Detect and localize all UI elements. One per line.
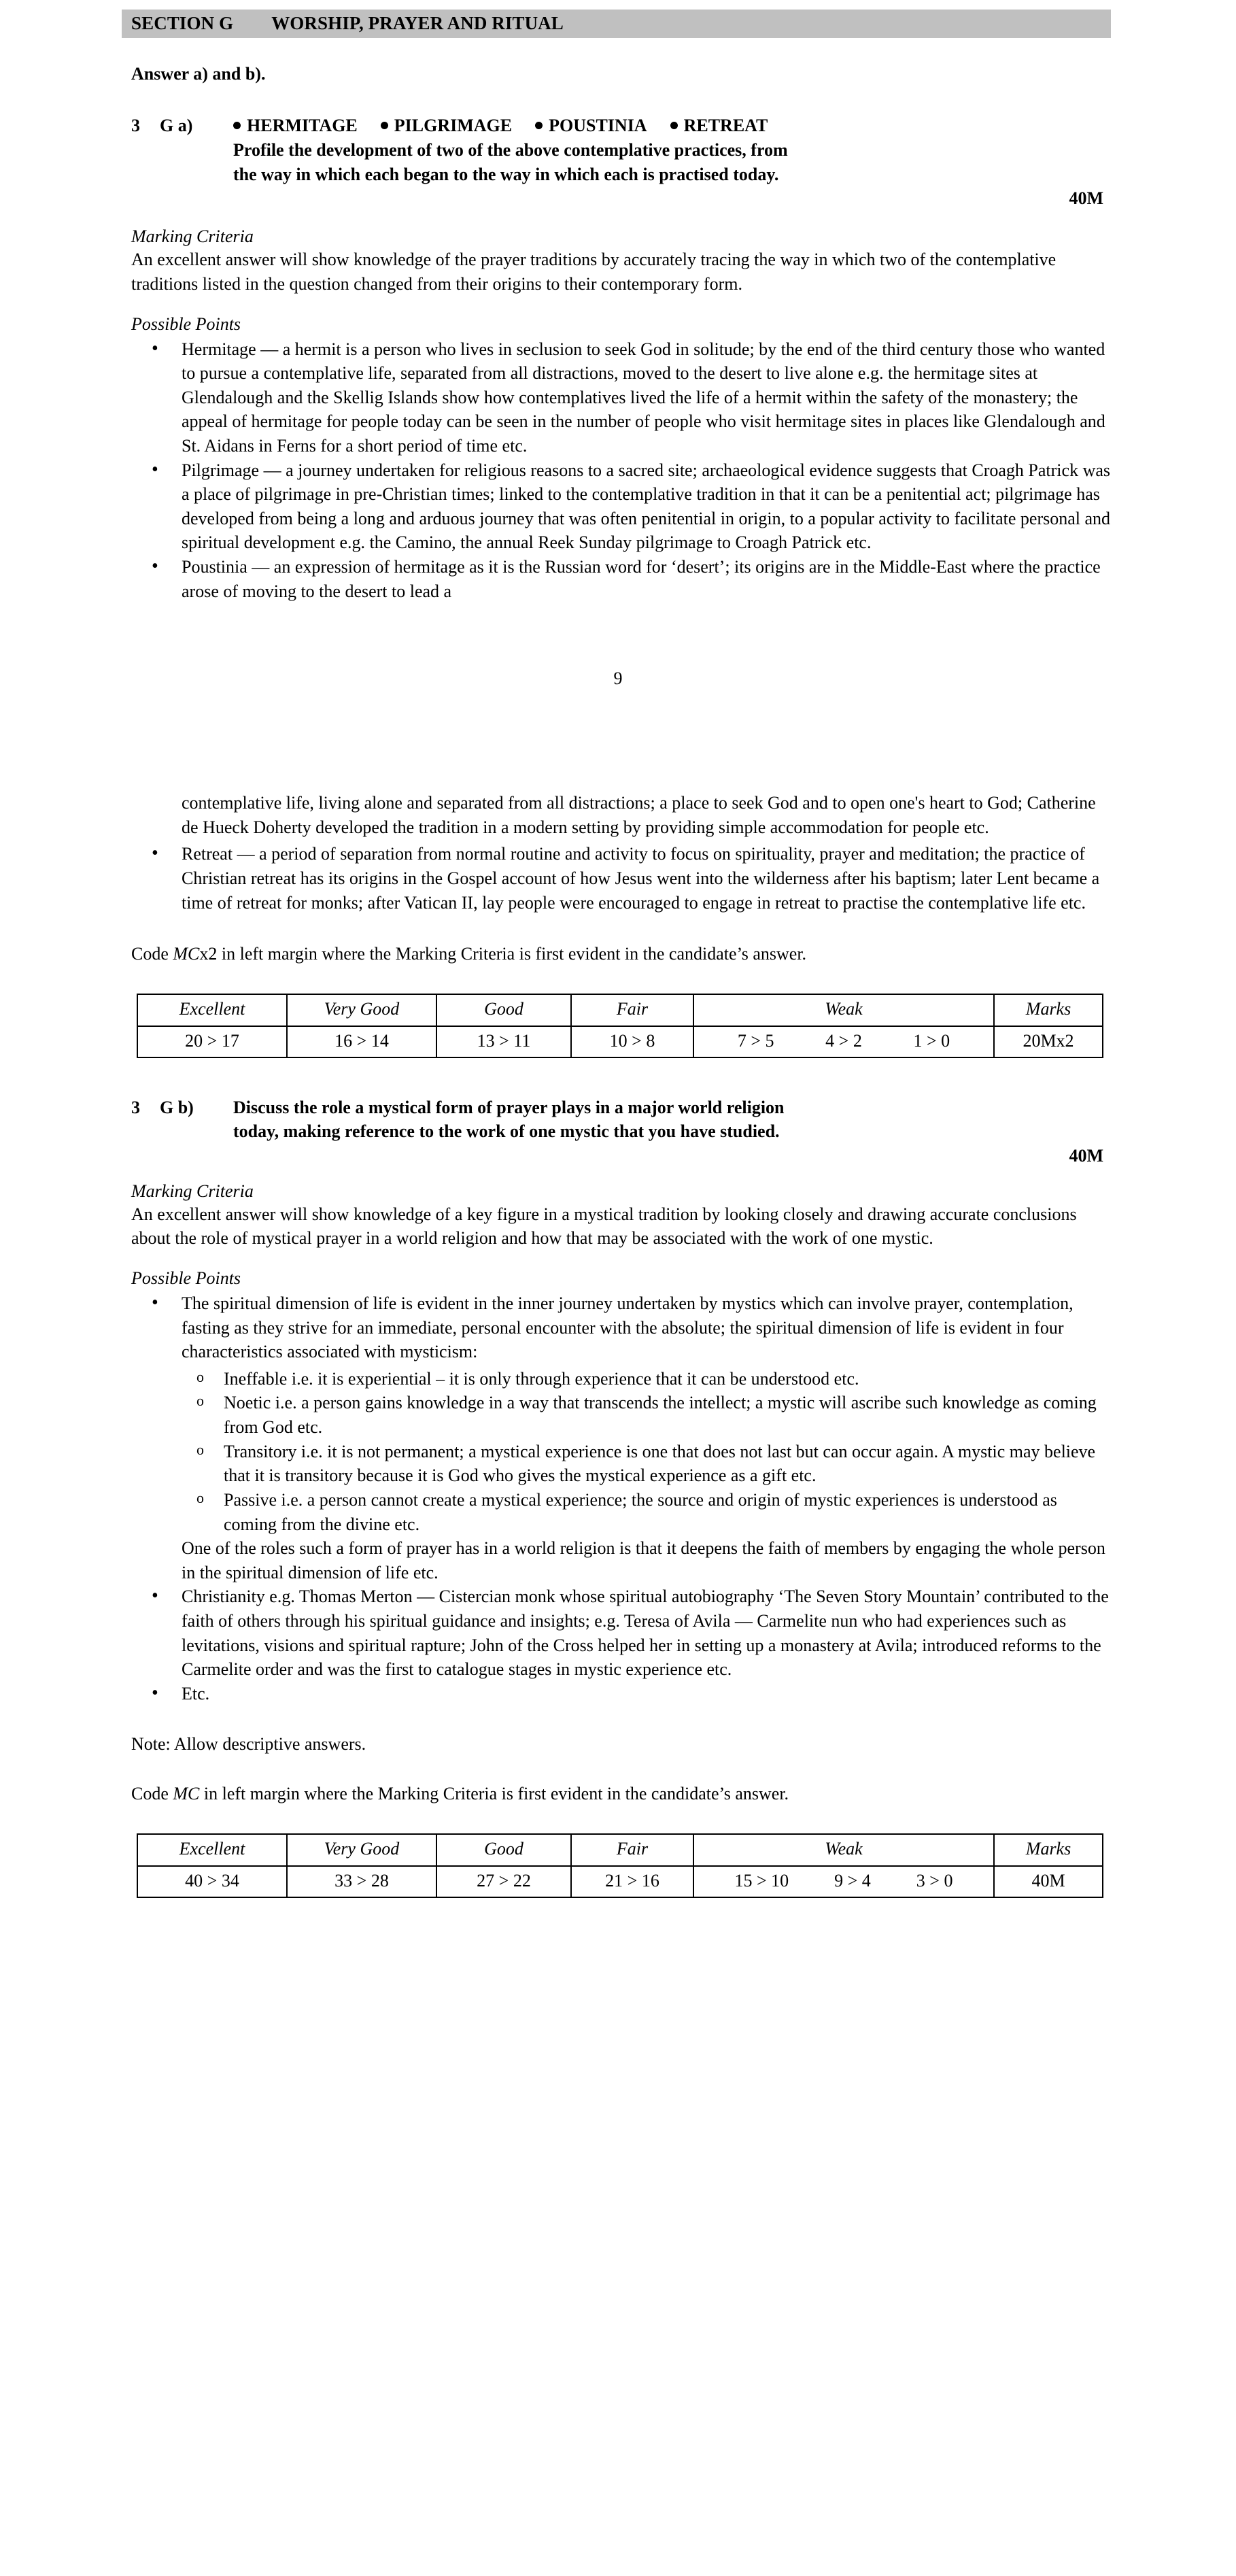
marking-criteria-heading-b: Marking Criteria	[131, 1181, 254, 1201]
table-header-excellent: Excellent	[137, 1834, 287, 1866]
code-note-italic-a: MC	[173, 944, 200, 964]
table-cell-very-good: 33 > 28	[287, 1866, 436, 1898]
code-note-a	[131, 942, 1103, 966]
choice-label: RETREAT	[683, 116, 768, 136]
possible-points-list-a-continued	[122, 842, 1114, 915]
question-3-g-b	[131, 1096, 1114, 1166]
table-cell-marks: 20Mx2	[994, 1026, 1103, 1058]
list-item: o Ineffable i.e. it is experiential – it is only through experience that it can be understood etc.	[182, 1367, 1114, 1391]
possible-points-list-b	[122, 1291, 1114, 1706]
possible-points-heading-b: Possible Points	[131, 1268, 241, 1289]
bullet-dot-icon	[381, 122, 388, 129]
list-item: • Poustinia — an expression of hermitage as it is the Russian word for ‘desert’; its origins are in the Middle-East where the practice arose of moving to the desert to lead a	[131, 555, 1114, 603]
code-note-italic-b: MC	[173, 1784, 200, 1804]
page-break-spacer	[122, 689, 1114, 791]
choice-item	[381, 114, 512, 137]
list-item: • Christianity e.g. Thomas Merton — Cistercian monk whose spiritual autobiography ‘The Seven Story Mountain’ contributed to the faith of others through his spiritual guidance and insights; e.g. Teresa of Avila — Carmelite nun who had experiences such as levitations, visions and spiritual rapture; John of the Cross helped her in setting up a monastery at Avila; introduced reforms to the Carmelite order and was the first to catalogue stages in mystic experience etc.	[131, 1584, 1114, 1681]
marking-criteria-heading-a: Marking Criteria	[131, 226, 254, 247]
table-header-fair: Fair	[571, 994, 693, 1026]
poustinia-continued-paragraph: contemplative life, living alone and separated from all distractions; a place to seek God and to open one's heart to God; Catherine de Hueck Doherty developed the tradition in a modern setting by providing simple accommodation for people etc.	[182, 793, 1096, 837]
page-number: 9	[613, 668, 623, 689]
table-header-good: Good	[436, 994, 571, 1026]
marking-criteria-body-b: An excellent answer will show knowledge of a key figure in a mystical tradition by looking closely and drawing accurate conclusions about the role of mystical prayer in a world religion and how that may be associated with the work of one mystic.	[131, 1204, 1077, 1249]
choice-label: HERMITAGE	[247, 116, 358, 136]
question-a-prompt-line-2: the way in which each began to the way in which each is practised today.	[233, 164, 779, 184]
table-cell-fair: 21 > 16	[571, 1866, 693, 1898]
weak-band-3: 3 > 0	[916, 1870, 953, 1891]
answer-instruction: Answer a) and b).	[131, 64, 266, 84]
weak-band-2: 9 > 4	[834, 1870, 871, 1891]
code-note-b	[131, 1782, 1103, 1806]
bullet-dot-icon	[233, 122, 241, 129]
marks-table-a	[137, 994, 1103, 1058]
possible-points-heading-a: Possible Points	[131, 313, 241, 334]
choice-item	[535, 114, 647, 137]
code-note-prefix-b: Code	[131, 1784, 173, 1804]
question-b-marks: 40M	[1069, 1145, 1103, 1166]
table-cell-good: 13 > 11	[436, 1026, 571, 1058]
table-header-fair: Fair	[571, 1834, 693, 1866]
table-cell-excellent: 40 > 34	[137, 1866, 287, 1898]
list-item: • Hermitage — a hermit is a person who lives in seclusion to seek God in solitude; by the end of the third century those who wanted to pursue a contemplative life, separated from all distractions, moved to the desert to live alone e.g. the hermitage sites at Glendalough and the Skellig Islands show how contemplatives lived the life of a hermit within the safety of the monastery; the appeal of hermitage for people today can be seen in the number of people who visit hermitage sites in places like Glendalough and St. Aidans in Ferns for a short period of time etc.	[131, 337, 1114, 458]
table-header-excellent: Excellent	[137, 994, 287, 1026]
table-row	[137, 1866, 1103, 1898]
list-item: o Transitory i.e. it is not permanent; a mystical experience is one that does not last but can occur again. A mystic may believe that it is transitory because it is God who gives the mystical experience as a gift etc.	[182, 1440, 1114, 1488]
table-header-weak: Weak	[693, 1834, 994, 1866]
question-a-choices	[233, 114, 1114, 137]
table-cell-weak	[693, 1866, 994, 1898]
table-cell-weak	[693, 1026, 994, 1058]
table-cell-marks: 40M	[994, 1866, 1103, 1898]
table-header-very-good: Very Good	[287, 1834, 436, 1866]
code-note-suffix-a: x2 in left margin where the Marking Criteria is first evident in the candidate’s answer.	[199, 944, 807, 964]
question-3-g-a	[131, 114, 1114, 209]
table-row	[137, 1026, 1103, 1058]
bullet-dot-icon	[535, 122, 543, 129]
table-row	[137, 1834, 1103, 1866]
bullet-dot-icon	[670, 122, 678, 129]
question-b-prompt-line-2: today, making reference to the work of one mystic that you have studied.	[233, 1121, 780, 1142]
weak-band-2: 4 > 2	[825, 1030, 862, 1051]
question-a-prompt	[233, 138, 1015, 188]
table-header-marks: Marks	[994, 1834, 1103, 1866]
code-note-suffix-b: in left margin where the Marking Criteria is first evident in the candidate’s answer.	[199, 1784, 789, 1804]
question-a-number: 3	[131, 116, 140, 136]
table-header-very-good: Very Good	[287, 994, 436, 1026]
weak-band-1: 7 > 5	[737, 1030, 774, 1051]
table-cell-very-good: 16 > 14	[287, 1026, 436, 1058]
section-title: WORSHIP, PRAYER AND RITUAL	[271, 13, 564, 33]
question-b-prompt	[233, 1119, 1015, 1144]
table-cell-good: 27 > 22	[436, 1866, 571, 1898]
question-b-header-row	[131, 1096, 1114, 1119]
possible-points-list-a	[122, 337, 1114, 604]
table-header-marks: Marks	[994, 994, 1103, 1026]
table-header-good: Good	[436, 1834, 571, 1866]
question-b-prompt-line-1: Discuss the role a mystical form of prayer plays in a major world religion	[233, 1098, 785, 1118]
list-item: • Pilgrimage — a journey undertaken for religious reasons to a sacred site; archaeological evidence suggests that Croagh Patrick was a place of pilgrimage in pre-Christian times; linked to the contemplative tradition in that it can be a penitential act; pilgrimage has developed from being a long and arduous journey that was often penitential in origin, to a popular activity to facilitate personal and spiritual development e.g. the Camino, the annual Reek Sunday pilgrimage to Croagh Patrick etc.	[131, 458, 1114, 555]
question-b-subpart: G b)	[160, 1098, 194, 1118]
allow-descriptive-note: Note: Allow descriptive answers.	[131, 1734, 366, 1755]
table-header-weak: Weak	[693, 994, 994, 1026]
question-a-marks: 40M	[1069, 188, 1103, 209]
question-a-subpart: G a)	[160, 116, 193, 136]
marks-table-b	[137, 1833, 1103, 1898]
table-cell-fair: 10 > 8	[571, 1026, 693, 1058]
list-item: o Passive i.e. a person cannot create a mystical experience; the source and origin of mystic experiences is understood as coming from the divine etc.	[182, 1488, 1114, 1536]
marking-criteria-body-a: An excellent answer will show knowledge of the prayer traditions by accurately tracing the way in which two of the contemplative traditions listed in the question changed from their origins to their contemporary form.	[131, 250, 1057, 294]
weak-band-1: 15 > 10	[734, 1870, 789, 1891]
table-cell-excellent: 20 > 17	[137, 1026, 287, 1058]
choice-item	[670, 114, 768, 137]
table-row	[137, 994, 1103, 1026]
choice-label: POUSTINIA	[549, 116, 647, 136]
question-b-number: 3	[131, 1098, 140, 1118]
weak-band-3: 1 > 0	[913, 1030, 950, 1051]
choice-label: PILGRIMAGE	[394, 116, 513, 136]
page-content	[122, 0, 1114, 1898]
bullet-intro-text: The spiritual dimension of life is evident in the inner journey undertaken by mystics which can involve prayer, contemplation, fasting as they strive for an immediate, personal encounter with the absolute; the spiritual dimension of life is evident in four characteristics associated with mysticism:	[182, 1293, 1074, 1362]
list-item: o Noetic i.e. a person gains knowledge in a way that transcends the intellect; a mystic will ascribe such knowledge as coming from God etc.	[182, 1391, 1114, 1439]
choice-item	[233, 114, 358, 137]
bullet-outro-text: One of the roles such a form of prayer has in a world religion is that it deepens the faith of members by engaging the whole person in the spiritual dimension of life etc.	[182, 1538, 1105, 1582]
question-a-prompt-line-1: Profile the development of two of the above contemplative practices, from	[233, 139, 788, 160]
list-item: • Retreat — a period of separation from normal routine and activity to focus on spirituality, prayer and meditation; the practice of Christian retreat has its origins in the Gospel account of how Jesus went into the wilderness after his baptism; later Lent became a time of retreat for monks; after Vatican II, lay people were encouraged to engage in retreat to practise the contemplative life etc.	[131, 842, 1114, 915]
question-a-header-row	[131, 114, 1114, 137]
list-item: • Etc.	[131, 1682, 1114, 1706]
section-label: SECTION G	[131, 13, 234, 33]
code-note-prefix-a: Code	[131, 944, 173, 964]
section-header-banner	[122, 10, 1111, 38]
list-item	[131, 1291, 1114, 1584]
mysticism-characteristics-list	[182, 1367, 1114, 1536]
